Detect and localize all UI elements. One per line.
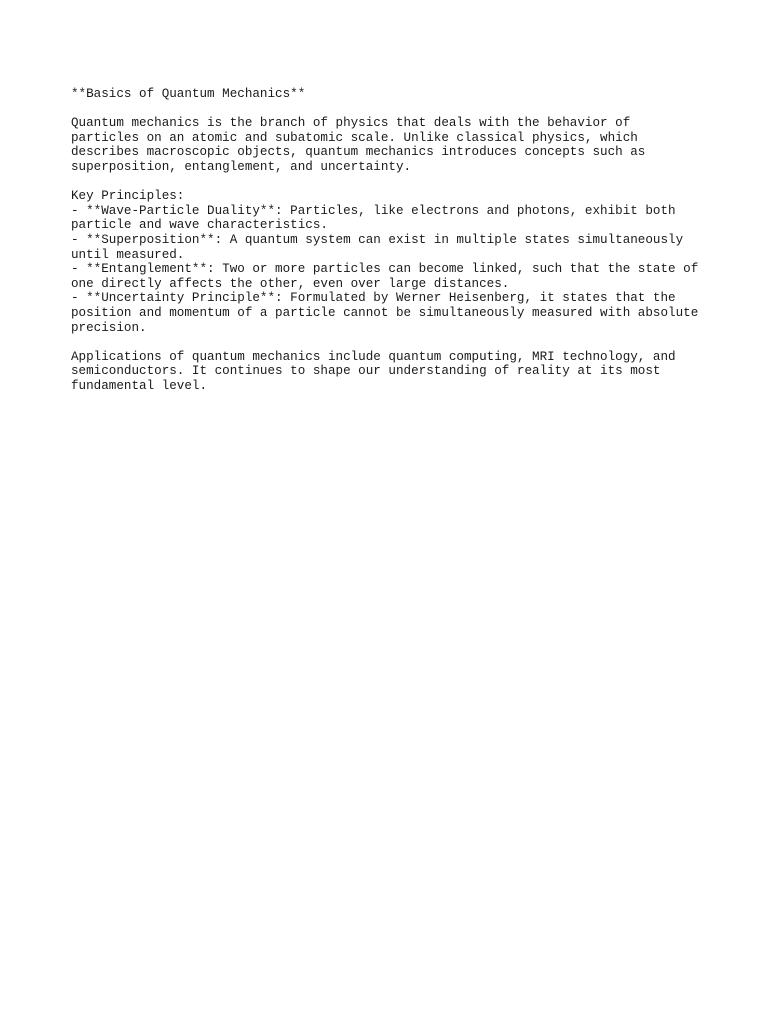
principle-line: position and momentum of a particle cannot be simultaneously measured with absolute xyxy=(71,305,699,320)
principle-line: - **Superposition**: A quantum system can exist in multiple states simultaneously xyxy=(71,232,684,247)
principle-line: - **Uncertainty Principle**: Formulated by Werner Heisenberg, it states that the xyxy=(71,291,676,306)
intro-line: superposition, entanglement, and uncertainty. xyxy=(71,159,412,174)
intro-line: particles on an atomic and subatomic scale. Unlike classical physics, which xyxy=(71,130,638,145)
intro-line: describes macroscopic objects, quantum mechanics introduces concepts such as xyxy=(71,145,646,160)
applications-paragraph xyxy=(71,350,721,394)
applications-line: Applications of quantum mechanics include quantum computing, MRI technology, and xyxy=(71,349,676,364)
principle-line: precision. xyxy=(71,320,147,335)
principle-line: - **Wave-Particle Duality**: Particles, like electrons and photons, exhibit both xyxy=(71,203,676,218)
applications-line: fundamental level. xyxy=(71,378,208,393)
blank-line xyxy=(71,335,721,350)
principle-line: particle and wave characteristics. xyxy=(71,218,328,233)
principle-line: until measured. xyxy=(71,247,185,262)
document-title: **Basics of Quantum Mechanics** xyxy=(71,87,306,101)
principle-line: one directly affects the other, even over large distances. xyxy=(71,276,510,291)
intro-line: Quantum mechanics is the branch of physics that deals with the behavior of xyxy=(71,116,631,131)
principles-list xyxy=(71,204,721,335)
blank-line xyxy=(71,175,721,190)
document-page xyxy=(71,87,721,393)
blank-line xyxy=(71,102,721,117)
principle-line: - **Entanglement**: Two or more particles can become linked, such that the state of xyxy=(71,262,699,277)
principles-heading: Key Principles: xyxy=(71,189,185,204)
applications-line: semiconductors. It continues to shape our understanding of reality at its most xyxy=(71,364,661,379)
intro-paragraph xyxy=(71,116,721,174)
